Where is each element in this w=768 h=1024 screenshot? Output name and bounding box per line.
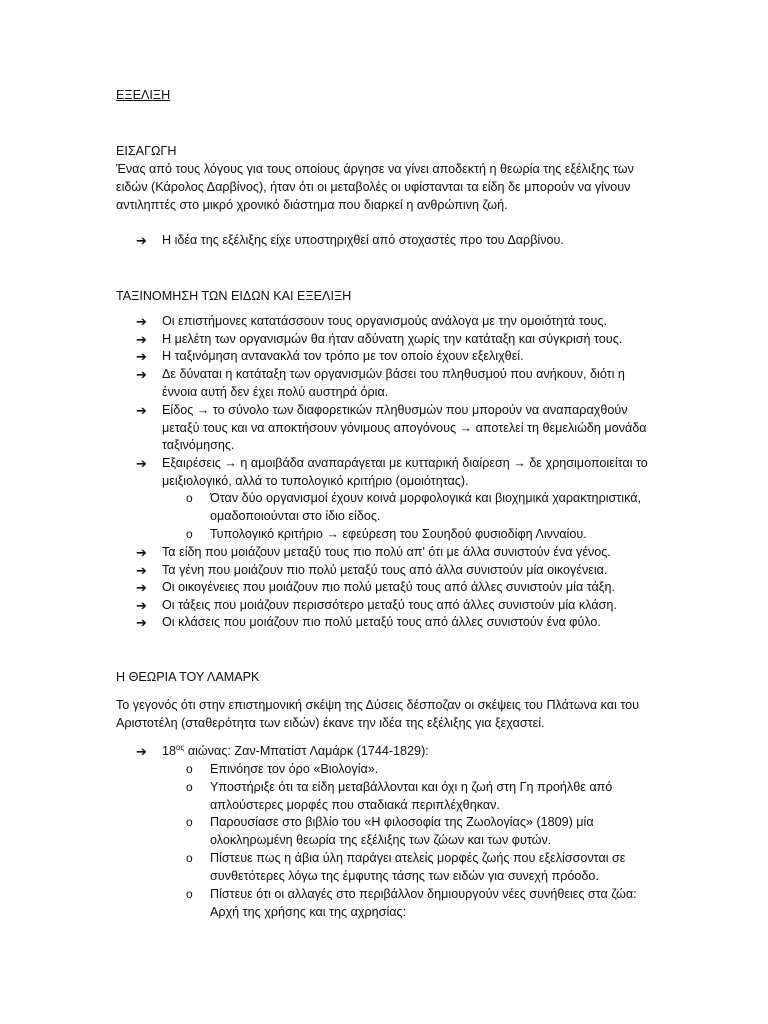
sub-list-item-text: Επινόησε τον όρο «Βιολογία». — [210, 762, 379, 776]
arrow-right-icon: ➔ — [136, 332, 147, 347]
list-item-text: Η ταξινόμηση αντανακλά τον τρόπο με τον οποίο έχουν εξελιχθεί. — [162, 349, 524, 363]
list-item-text: Τα γένη που μοιάζουν πιο πολύ μεταξύ τους από άλλα συνιστούν μία οικογένεια. — [162, 563, 608, 577]
lamarck-paragraph: Το γεγονός ότι στην επιστημονική σκέψη της Δύσεις δέσποζαν οι σκέψεις του Πλάτωνα και του Αριστοτέλη (σταθερότητα των ειδών) έκανε την ιδέα της εξέλιξης για ξεχαστεί. — [116, 698, 640, 730]
century-suffix: ος — [176, 743, 185, 752]
arrow-right-icon: ➔ — [136, 545, 147, 560]
arrow-right-icon: ➔ — [136, 403, 147, 418]
arrow-right-icon: ➔ — [136, 233, 147, 248]
arrow-right-icon: ➔ — [136, 615, 147, 630]
circle-bullet-icon: o — [186, 815, 193, 829]
list-item-text: Οι επιστήμονες κατατάσσουν τους οργανισμούς ανάλογα με την ομοιότητά τους. — [162, 314, 607, 328]
century-number: 18 — [162, 744, 177, 758]
list-item-text: Οι τάξεις που μοιάζουν περισσότερο μεταξύ τους από άλλες συνιστούν μία κλάση. — [162, 598, 617, 612]
list-item-text: Οι οικογένειες που μοιάζουν πιο πολύ μεταξύ τους από άλλες συνιστούν μία τάξη. — [162, 580, 615, 594]
arrow-right-icon: ➔ — [136, 598, 147, 613]
arrow-right-icon: ➔ — [136, 580, 147, 595]
circle-bullet-icon: o — [186, 527, 193, 541]
list-item-text: Εξαιρέσεις → η αμοιβάδα αναπαράγεται με κυτταρική διαίρεση → δε χρησιμοποιείται το μειξιολογικό, αλλά το τυπολογικό κριτήριο (ομοιότητας). — [162, 456, 648, 488]
arrow-right-icon: ➔ — [136, 367, 147, 382]
list-item-text: Δε δύναται η κατάταξη των οργανισμών βάσει του πληθυσμού που ανήκουν, διότι η έννοια αυτή δεν έχει πολύ αυστηρά όρια. — [162, 367, 625, 399]
list-item-text: Η μελέτη των οργανισμών θα ήταν αδύνατη χωρίς την κατάταξη και σύγκρισή τους. — [162, 332, 623, 346]
sub-list-item-text: Τυπολογικό κριτήριο → εφεύρεση του Σουηδού φυσιοδίφη Λινναίου. — [210, 527, 587, 541]
circle-bullet-icon: o — [186, 762, 193, 776]
taxonomy-heading: ΤΑΞΙΝΟΜΗΣΗ ΤΩΝ ΕΙΔΩΝ ΚΑΙ ΕΞΕΛΙΞΗ — [116, 289, 352, 303]
sub-list-item-text: Πίστευε πως η άβια ύλη παράγει ατελείς μορφές ζωής που εξελίσσονται σε συνθετότερες λόγω της έμφυτης τάσης των ειδών για συνεχή πρόοδο. — [210, 851, 626, 883]
circle-bullet-icon: o — [186, 887, 193, 901]
list-item-text: Οι κλάσεις που μοιάζουν πιο πολύ μεταξύ τους από άλλες συνιστούν ένα φύλο. — [162, 615, 601, 629]
list-item-text: Είδος → το σύνολο των διαφορετικών πληθυσμών που μπορούν να αναπαραχθούν μεταξύ τους και να αποκτήσουν γόνιμους απογόνους → αποτελεί τη θεμελιώδη μονάδα ταξινόμησης. — [162, 403, 647, 452]
arrow-right-icon: ➔ — [136, 314, 147, 329]
arrow-right-icon: ➔ — [136, 563, 147, 578]
circle-bullet-icon: o — [186, 491, 193, 505]
sub-list-item-text: Παρουσίασε στο βιβλίο του «Η φιλοσοφία της Ζωολογίας» (1809) μία ολοκληρωμένη θεωρία της εξέλιξης των ζώων και των φυτών. — [210, 815, 594, 847]
arrow-right-icon: ➔ — [136, 744, 147, 759]
circle-bullet-icon: o — [186, 851, 193, 865]
arrow-right-icon: ➔ — [136, 349, 147, 364]
document-title: ΕΞΕΛΙΞΗ — [116, 88, 171, 102]
list-item-text: Τα είδη που μοιάζουν μεταξύ τους πιο πολύ απ' ότι με άλλα συνιστούν ένα γένος. — [162, 545, 611, 559]
sub-list-item-text: Όταν δύο οργανισμοί έχουν κοινά μορφολογικά και βιοχημικά χαρακτηριστικά, ομαδοποιούνται στο ίδιο είδος. — [210, 491, 641, 523]
intro-heading: ΕΙΣΑΓΩΓΗ — [116, 144, 177, 158]
circle-bullet-icon: o — [186, 780, 193, 794]
intro-paragraph: Ένας από τους λόγους για τους οποίους άργησε να γίνει αποδεκτή η θεωρία της εξέλιξης των ειδών (Κάρολος Δαρβίνος), ήταν ότι οι μεταβολές οι υφίστανται τα είδη δε μπορούν να γίνουν αντιληπτές στο μικρό χρονικό διάστημα που διαρκεί η ανθρώπινη ζωή. — [116, 162, 634, 212]
list-item-text: Η ιδέα της εξέλιξης είχε υποστηριχθεί από στοχαστές προ του Δαρβίνου. — [162, 233, 564, 247]
lamarck-heading: Η ΘΕΩΡΙΑ ΤΟΥ ΛΑΜΑΡΚ — [116, 670, 260, 684]
list-item-text — [162, 743, 658, 761]
century-rest: αιώνας: Ζαν-Μπατίστ Λαμάρκ (1744-1829): — [184, 744, 429, 758]
arrow-right-icon: ➔ — [136, 456, 147, 471]
sub-list-item-text: Πίστευε ότι οι αλλαγές στο περιβάλλον δημιουργούν νέες συνήθειες στα ζώα: Αρχή της χρήσης και της αχρησίας: — [210, 887, 637, 919]
sub-list-item-text: Υποστήριξε ότι τα είδη μεταβάλλονται και όχι η ζωή στη Γη προήλθε από απλούστερες μορφές που σταδιακά περιπλέχθηκαν. — [210, 780, 613, 812]
